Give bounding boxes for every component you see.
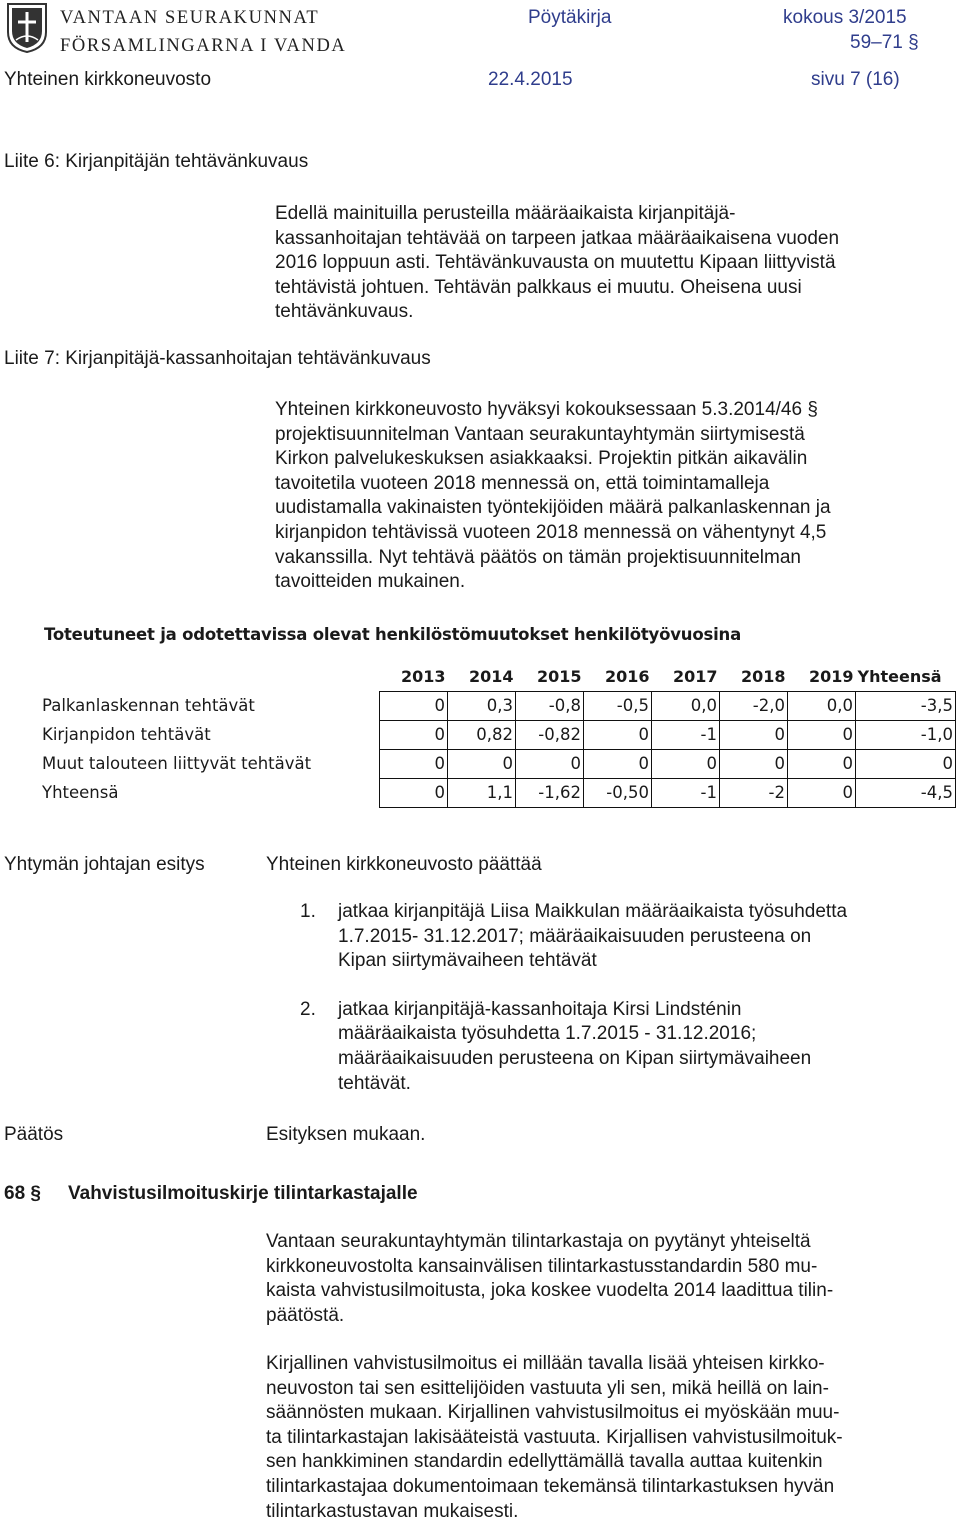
table-cell: -3,5 <box>856 692 956 721</box>
table-cell: 0 <box>584 750 652 779</box>
section-68-paragraph-2 <box>266 1352 946 1524</box>
text-line: Vantaan seurakuntayhtymän tilintarkastaja on pyytänyt yhteiseltä <box>266 1231 811 1252</box>
section-title: Vahvistusilmoituskirje tilintarkastajalle <box>68 1183 418 1204</box>
table-row <box>40 692 956 721</box>
list-item <box>300 900 950 974</box>
row-label: Kirjanpidon tehtävät <box>42 724 211 744</box>
text-line: vakanssilla. Nyt tehtävä päätös on tämän projektisuunnitelman <box>275 546 801 568</box>
text-line: jatkaa kirjanpitäjä-kassanhoitaja Kirsi Lindsténin <box>338 998 742 1020</box>
text-line: tilintarkastajaa dokumentoimaan tekemänsä tilintarkastuksen hyvän <box>266 1475 835 1497</box>
text-line: Yhteinen kirkkoneuvosto hyväksyi kokouksessaan 5.3.2014/46 § <box>275 399 818 420</box>
table-cell: 0 <box>788 750 856 779</box>
table-cell: 0 <box>380 750 448 779</box>
section-number: 68 § <box>4 1183 41 1204</box>
table-cell: 0 <box>720 750 788 779</box>
text-line: tehtävät. <box>338 1072 411 1094</box>
table-row <box>40 750 956 779</box>
text-line: Edellä mainituilla perusteilla määräaikaista kirjanpitäjä- <box>275 203 736 224</box>
staff-changes-table <box>40 663 956 808</box>
board-name: Yhteinen kirkkoneuvosto <box>4 69 212 90</box>
decision-label: Päätös <box>4 1124 64 1145</box>
column-header: 2013 <box>400 666 446 686</box>
table-cell: 0 <box>720 721 788 750</box>
text-line: tilintarkastustavan mukaisesti. <box>266 1500 519 1522</box>
church-emblem-icon <box>4 2 50 54</box>
text-line: säännösten mukaan. Kirjallinen vahvistusilmoitus ei myöskään muu- <box>266 1402 840 1424</box>
table-cell: -2,0 <box>720 692 788 721</box>
meeting-date: 22.4.2015 <box>488 69 573 90</box>
table-cell: -4,5 <box>856 779 956 808</box>
table-cell: -0,50 <box>584 779 652 808</box>
column-header: 2019 <box>808 666 854 686</box>
text-line: määräaikaista työsuhdetta 1.7.2015 - 31.12.2016; <box>338 1023 757 1045</box>
text-line: Kirkon palvelukeskuksen asiakkaaksi. Projektin pitkän aikavälin <box>275 448 808 470</box>
text-line: Kipan siirtymävaiheen tehtävät <box>338 950 597 972</box>
table-cell: 0 <box>448 750 516 779</box>
staff-table-title: Toteutuneet ja odotettavissa olevat henkilöstömuutokset henkilötyövuosina <box>44 625 742 644</box>
decision-text: Esityksen mukaan. <box>266 1124 426 1145</box>
table-header-row <box>40 663 956 692</box>
attachment-7-text <box>275 398 945 595</box>
column-header: 2016 <box>604 666 650 686</box>
proposal-label: Yhtymän johtajan esitys <box>4 854 205 875</box>
table-cell: 0 <box>788 721 856 750</box>
column-header: 2017 <box>672 666 718 686</box>
attachment-7-title: Liite 7: Kirjanpitäjä-kassanhoitajan tehtävänkuvaus <box>4 348 431 369</box>
org-name-sv: FÖRSAMLINGARNA I VANDA <box>60 36 347 56</box>
text-line: kaista vahvistusilmoitusta, joka koskee vuodelta 2014 laadittua tilin- <box>266 1280 834 1302</box>
table-cell: 0 <box>380 692 448 721</box>
table-cell: -1 <box>652 721 720 750</box>
text-line: jatkaa kirjanpitäjä Liisa Maikkulan määräaikaista työsuhdetta <box>338 901 848 922</box>
proposal-list <box>300 900 950 1120</box>
row-label: Muut talouteen liittyvät tehtävät <box>42 753 312 773</box>
table-cell: -0,5 <box>584 692 652 721</box>
table-header-empty <box>40 663 380 692</box>
text-line: projektisuunnitelman Vantaan seurakuntayhtymän siirtymisestä <box>275 423 805 445</box>
text-line: tavoitteiden mukainen. <box>275 571 466 593</box>
table-cell: 0,0 <box>652 692 720 721</box>
table-row <box>40 721 956 750</box>
table-cell: 0 <box>380 721 448 750</box>
text-line: ta tilintarkastajan lakisääteistä vastuuta. Kirjallisen vahvistusilmoituk- <box>266 1426 843 1448</box>
organization-logo-text <box>60 4 346 60</box>
text-line: päätöstä. <box>266 1304 345 1326</box>
column-header: 2018 <box>740 666 786 686</box>
table-cell: 0 <box>788 779 856 808</box>
attachment-6-text <box>275 202 945 325</box>
table-cell: 1,1 <box>448 779 516 808</box>
section-range: 59–71 § <box>850 32 919 53</box>
text-line: tehtävistä johtuen. Tehtävän palkkaus ei muutu. Oheisena uusi <box>275 276 802 298</box>
text-line: kirjanpidon tehtävissä vuoteen 2018 mennessä on vähentynyt 4,5 <box>275 521 827 543</box>
page-number: sivu 7 (16) <box>811 69 900 90</box>
text-line: uudistamalla vakinaisten työntekijöiden määrä palkanlaskennan ja <box>275 497 831 519</box>
proposal-intro: Yhteinen kirkkoneuvosto päättää <box>266 854 542 875</box>
row-label: Palkanlaskennan tehtävät <box>42 695 255 715</box>
list-item <box>300 998 950 1096</box>
section-68-paragraph-1 <box>266 1230 946 1328</box>
table-cell: 0,3 <box>448 692 516 721</box>
table-cell: -0,8 <box>516 692 584 721</box>
table-cell: 0 <box>380 779 448 808</box>
attachment-6-title: Liite 6: Kirjanpitäjän tehtävänkuvaus <box>4 151 309 172</box>
table-cell: 0,0 <box>788 692 856 721</box>
column-header: 2015 <box>536 666 582 686</box>
text-line: 2016 loppuun asti. Tehtävänkuvausta on muutettu Kipaan liittyvistä <box>275 252 836 274</box>
table-cell: -1,0 <box>856 721 956 750</box>
table-cell: 0 <box>584 721 652 750</box>
table-row-total <box>40 779 956 808</box>
document-type: Pöytäkirja <box>528 7 612 28</box>
text-line: tehtävänkuvaus. <box>275 301 414 323</box>
table-cell: -1,62 <box>516 779 584 808</box>
column-header: Yhteensä <box>857 666 942 686</box>
org-name-fi: VANTAAN SEURAKUNNAT <box>60 8 320 28</box>
text-line: kirkkoneuvostolta kansainvälisen tilintarkastusstandardin 580 mu- <box>266 1255 818 1277</box>
table-cell: 0 <box>516 750 584 779</box>
table-cell: -1 <box>652 779 720 808</box>
text-line: Kirjallinen vahvistusilmoitus ei millään tavalla lisää yhteisen kirkko- <box>266 1353 825 1374</box>
meeting-number: kokous 3/2015 <box>783 7 907 28</box>
item-number: 2. <box>300 998 316 1020</box>
text-line: kassanhoitajan tehtävää on tarpeen jatkaa määräaikaisena vuoden <box>275 227 840 249</box>
column-header: 2014 <box>468 666 514 686</box>
text-line: neuvoston tai sen esittelijöiden vastuuta yli sen, mikä heillä on lain- <box>266 1377 829 1399</box>
text-line: määräaikaisuuden perusteena on Kipan siirtymävaiheen <box>338 1047 812 1069</box>
item-number: 1. <box>300 901 316 922</box>
table-cell: -2 <box>720 779 788 808</box>
text-line: 1.7.2015- 31.12.2017; määräaikaisuuden perusteena on <box>338 925 812 947</box>
table-cell: -0,82 <box>516 721 584 750</box>
table-cell: 0,82 <box>448 721 516 750</box>
table-cell: 0 <box>856 750 956 779</box>
table-cell: 0 <box>652 750 720 779</box>
text-line: sen hankkiminen standardin edellyttämällä tavalla auttaa kuitenkin <box>266 1451 823 1473</box>
row-label: Yhteensä <box>42 782 119 802</box>
text-line: tavoitetila vuoteen 2018 mennessä on, että toimintamalleja <box>275 472 770 494</box>
